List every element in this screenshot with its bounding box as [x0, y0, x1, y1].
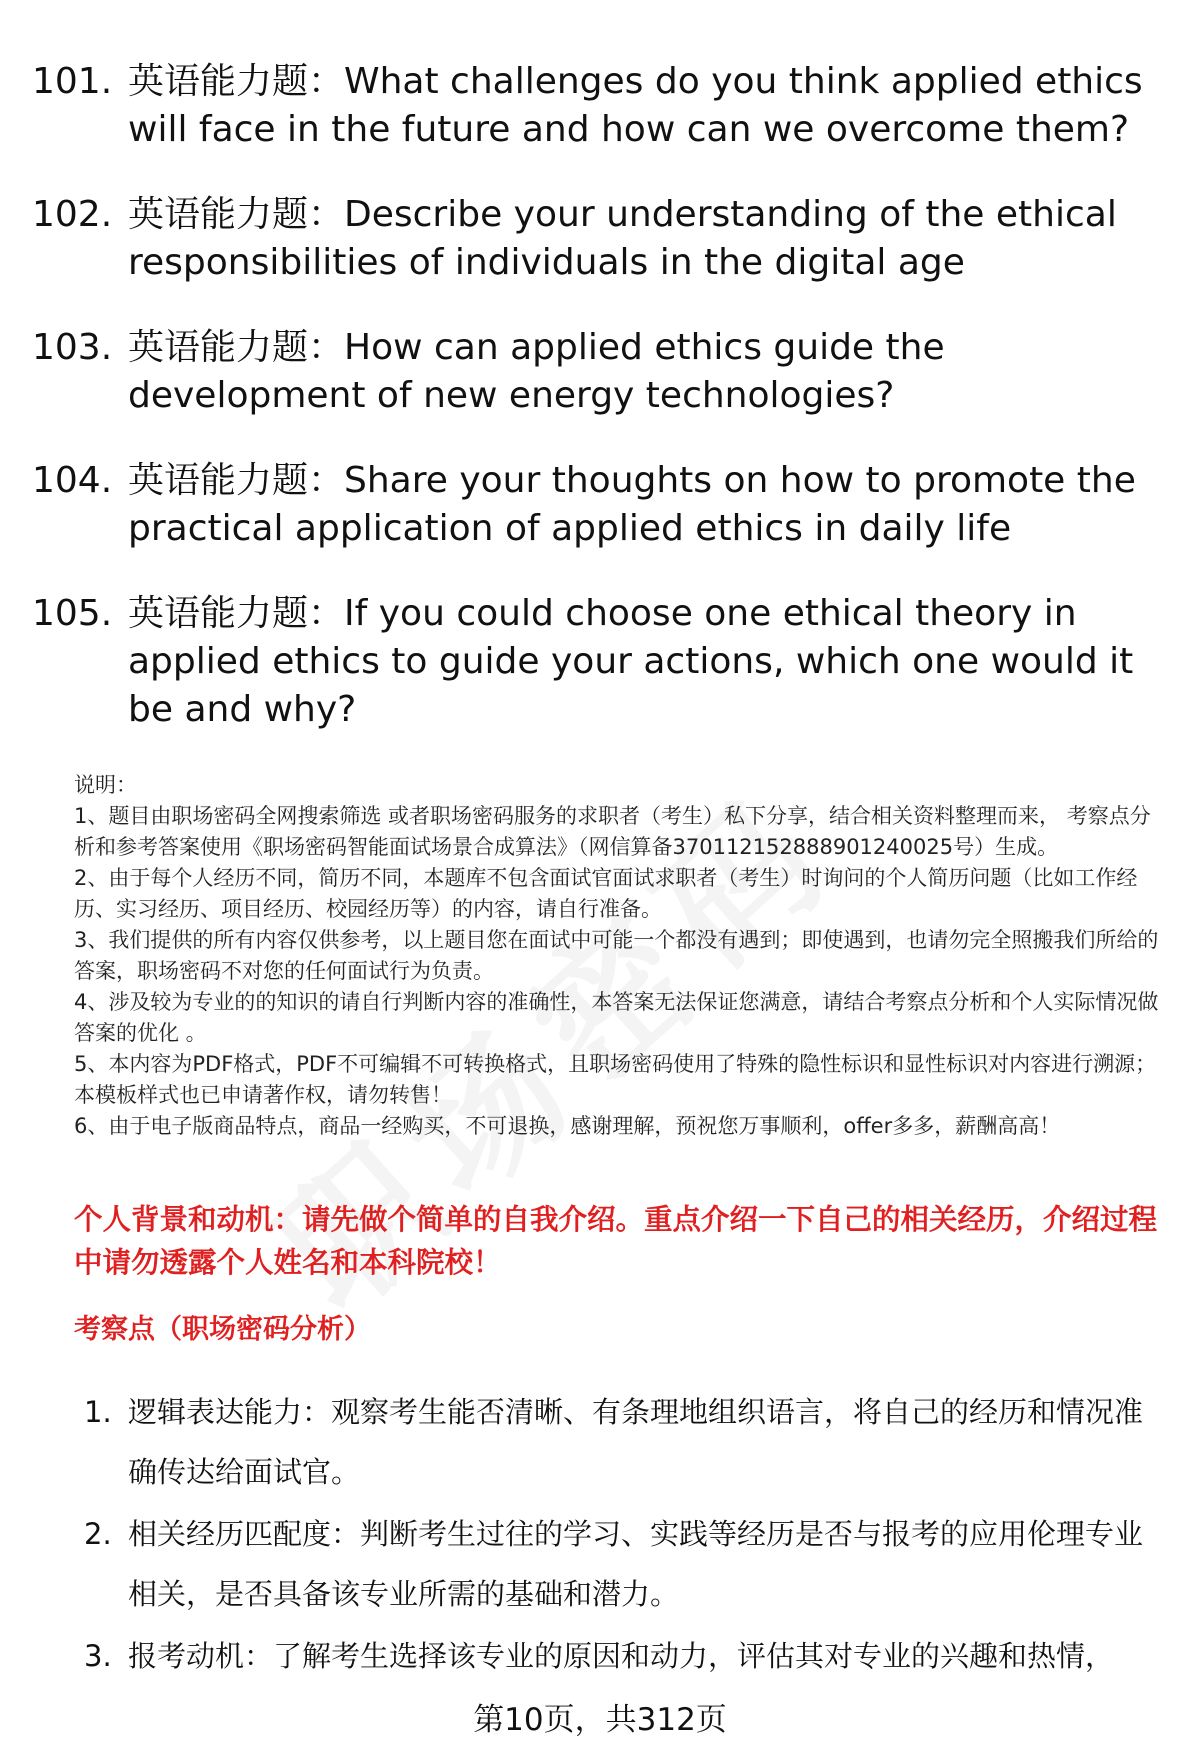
- question-number: 101.: [32, 61, 113, 102]
- note-item: 1、题目由职场密码全网搜索筛选 或者职场密码服务的求职者（考生）私下分享，结合相关资料整理而来， 考察点分析和参考答案使用《职场密码智能面试场景合成算法》（网信算备370112152888901240025号）生成。: [74, 804, 1151, 859]
- question-tag: 英语能力题：: [128, 593, 345, 634]
- note-item: 3、我们提供的所有内容仅供参考，以上题目您在面试中可能一个都没有遇到；即使遇到，也请勿完全照搬我们所给的答案，职场密码不对您的任何面试行为负责。: [74, 928, 1159, 983]
- note-item: 2、由于每个人经历不同，简历不同，本题库不包含面试官面试求职者（考生）时询问的个人简历问题（比如工作经历、实习经历、项目经历、校园经历等）的内容，请自行准备。: [74, 866, 1138, 921]
- question-item: [32, 457, 1172, 553]
- question-number: 102.: [32, 194, 113, 235]
- question-item: [32, 191, 1172, 287]
- question-number: 105.: [32, 593, 113, 634]
- question-number: 103.: [32, 327, 113, 368]
- question-tag: 英语能力题：: [128, 61, 345, 102]
- analysis-number: 2.: [84, 1517, 112, 1551]
- question-text: If you could choose one ethical theory in applied ethics to guide your actions, which one would it be and why?: [128, 593, 1134, 730]
- question-item: [32, 590, 1172, 734]
- analysis-heading: 考察点（职场密码分析）: [74, 1314, 371, 1345]
- analysis-item: [84, 1504, 1164, 1624]
- analysis-text: 报考动机：了解考生选择该专业的原因和动力，评估其对专业的兴趣和热情，: [128, 1639, 1115, 1673]
- analysis-text: 相关经历匹配度：判断考生过往的学习、实践等经历是否与报考的应用伦理专业相关，是否具备该专业所需的基础和潜力。: [128, 1517, 1144, 1611]
- question-text: Share your thoughts on how to promote the practical application of applied ethics in daily life: [128, 460, 1136, 549]
- notes-title: 说明：: [74, 773, 137, 797]
- analysis-number: 1.: [84, 1395, 112, 1429]
- question-tag: 英语能力题：: [128, 460, 345, 501]
- featured-question: 个人背景和动机：请先做个简单的自我介绍。重点介绍一下自己的相关经历，介绍过程中请勿透露个人姓名和本科院校！: [74, 1203, 1158, 1279]
- analysis-number: 3.: [84, 1639, 112, 1673]
- question-text: Describe your understanding of the ethical responsibilities of individuals in the digital age: [128, 194, 1117, 283]
- question-tag: 英语能力题：: [128, 194, 345, 235]
- notes-section: [74, 770, 1164, 1142]
- page-footer: 第10页，共312页: [473, 1702, 727, 1738]
- question-list: [32, 58, 1172, 771]
- question-number: 104.: [32, 460, 113, 501]
- question-tag: 英语能力题：: [128, 327, 345, 368]
- note-item: 4、涉及较为专业的的知识的请自行判断内容的准确性，本答案无法保证您满意，请结合考察点分析和个人实际情况做答案的优化 。: [74, 990, 1159, 1045]
- note-item: 6、由于电子版商品特点，商品一经购买，不可退换，感谢理解，预祝您万事顺利，offer多多，薪酬高高！: [74, 1114, 1061, 1138]
- analysis-item: [84, 1626, 1164, 1686]
- analysis-item: [84, 1382, 1164, 1502]
- question-item: [32, 58, 1172, 154]
- question-text: What challenges do you think applied ethics will face in the future and how can we overcome them?: [128, 61, 1143, 150]
- question-item: [32, 324, 1172, 420]
- analysis-list: [84, 1382, 1164, 1688]
- note-item: 5、本内容为PDF格式，PDF不可编辑不可转换格式，且职场密码使用了特殊的隐性标识和显性标识对内容进行溯源；本模板样式也已申请著作权，请勿转售！: [74, 1052, 1157, 1107]
- question-text: How can applied ethics guide the development of new energy technologies?: [128, 327, 945, 416]
- analysis-text: 逻辑表达能力：观察考生能否清晰、有条理地组织语言，将自己的经历和情况准确传达给面试官。: [128, 1395, 1144, 1489]
